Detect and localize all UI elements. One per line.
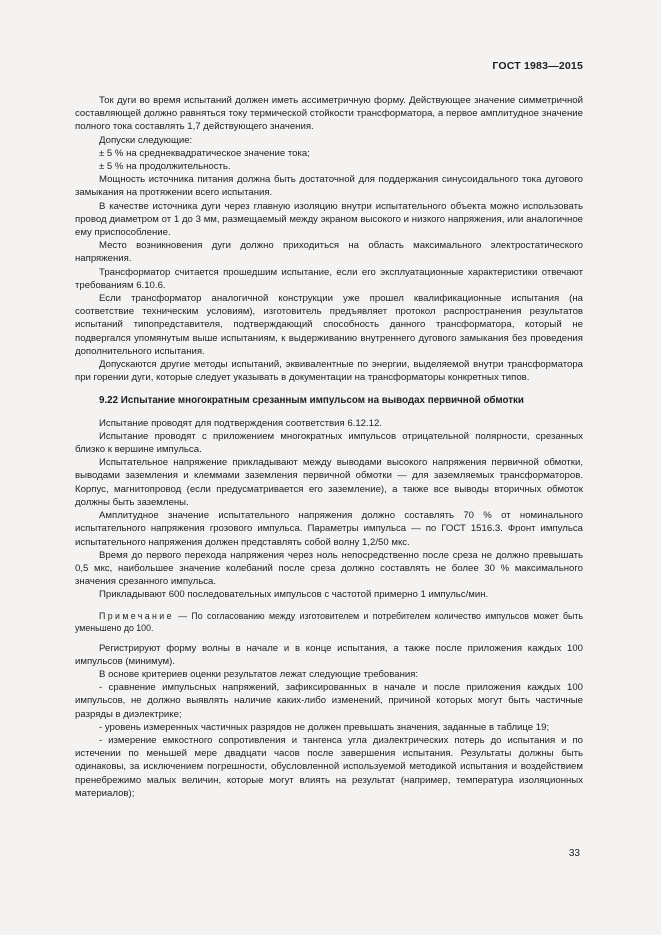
paragraph: Прикладывают 600 последовательных импульсов с частотой примерно 1 импульс/мин.	[99, 589, 489, 601]
paragraph: Допускаются другие методы испытаний, эквивалентные по энергии, выделяемой внутри трансформатора при горении дуги, которые следует указывать в документации на трансформаторы конкретных типов.	[75, 359, 583, 384]
list-item: ± 5 % на продолжительность.	[99, 161, 231, 173]
paragraph: Испытательное напряжение прикладывают между выводами высокого напряжения первичной обмотки, выводами заземления и клеммами заземления первичной обмотки — для заземляемых трансформаторов. Корпус, магнитопровод (если предусматривается его заземление), а также все выводы вторичных обмоток должны быть заземлены.	[75, 457, 583, 508]
note-text: По согласованию между изготовителем и потребителем количество импульсов может быть уменьшено до 100.	[75, 610, 583, 633]
section-title: 9.22 Испытание многократным срезанным импульсом на выводах первичной обмотки	[99, 395, 524, 407]
paragraph: Испытание проводят для подтверждения соответствия 6.12.12.	[99, 417, 383, 429]
paragraph: Амплитудное значение испытательного напряжения должно составлять 70 % от номинального испытательного напряжения грозового импульса. Параметры импульса — по ГОСТ 1516.3. Фронт импульса испытательного напряжения должен представлять собой волну 1,2/50 мкс.	[75, 510, 583, 548]
note-dash: —	[178, 610, 188, 621]
paragraph: Время до первого перехода напряжения через ноль непосредственно после среза не должно превышать 0,5 мкс, наибольшее значение колебаний после среза должно составлять не более 30 % максимального значения срезанного импульса.	[75, 549, 583, 588]
page-number: 33	[568, 848, 580, 859]
list-item: ± 5 % на среднеквадратическое значение тока;	[99, 147, 310, 159]
list-item: - уровень измеренных частичных разрядов не должен превышать значения, заданные в таблице 19;	[99, 721, 550, 733]
paragraph: Испытание проводят с приложением многократных импульсов отрицательной полярности, срезанных близко к вершине импульса.	[75, 430, 583, 456]
paragraph: Место возникновения дуги должно приходиться на область максимального электростатического напряжения.	[75, 240, 583, 265]
paragraph: В качестве источника дуги через главную изоляцию внутри испытательного объекта можно использовать провод диаметром от 1 до 3 мм, размещаемый между экраном высокого и низкого напряжения, или аналогичное ему приспособление.	[75, 200, 583, 239]
paragraph: Допуски следующие:	[99, 134, 193, 146]
paragraph: Трансформатор считается прошедшим испытание, если его эксплуатационные характеристики отвечают требованиям 6.10.6.	[75, 266, 583, 291]
paragraph: Мощность источника питания должна быть достаточной для поддержания синусоидального тока дугового замыкания на протяжении всего испытания.	[75, 174, 583, 199]
note	[75, 610, 583, 634]
paragraph: Если трансформатор аналогичной конструкции уже прошел квалификационные испытания (на соответствие техническим условиям), изготовитель предъявляет протокол распространения результатов испытаний типопредставителя, подтверждающий способность данного трансформатора, который не подвергался упомянутым выше испытаниям, к выдерживанию внутреннего дугового замыкания без проведения дополнительного испытания.	[75, 293, 583, 357]
note-label: Примечание	[99, 610, 174, 621]
paragraph: Регистрируют форму волны в начале и в конце испытания, а также после приложения каждых 100 импульсов (минимум).	[75, 642, 583, 667]
list-item: - измерение емкостного сопротивления и тангенса угла диэлектрических потерь до испытания и по истечении по меньшей мере двадцати часов после завершения испытания. Результаты должны быть одинаковы, за исключением погрешности, обусловленной используемой методикой испытания и воздействием пренебрежимо малых величин, которые могут влиять на результат (например, температура изоляционных материалов);	[75, 734, 583, 799]
list-item: - сравнение импульсных напряжений, зафиксированных в начале и после приложения каждых 100 импульсов, не должно выявлять наличие каких-либо изменений, причиной которых могут быть частичные разряды в диэлектрике;	[75, 682, 583, 720]
document-body	[75, 94, 583, 800]
standard-header: ГОСТ 1983—2015	[492, 60, 583, 72]
paragraph: В основе критериев оценки результатов лежат следующие требования:	[99, 668, 419, 680]
paragraph: Ток дуги во время испытаний должен иметь ассиметричную форму. Действующее значение симметричной составляющей должно равняться току термической стойкости трансформатора, а первое амплитудное значение полного тока составлять 1,7 действующего значения.	[75, 95, 583, 133]
